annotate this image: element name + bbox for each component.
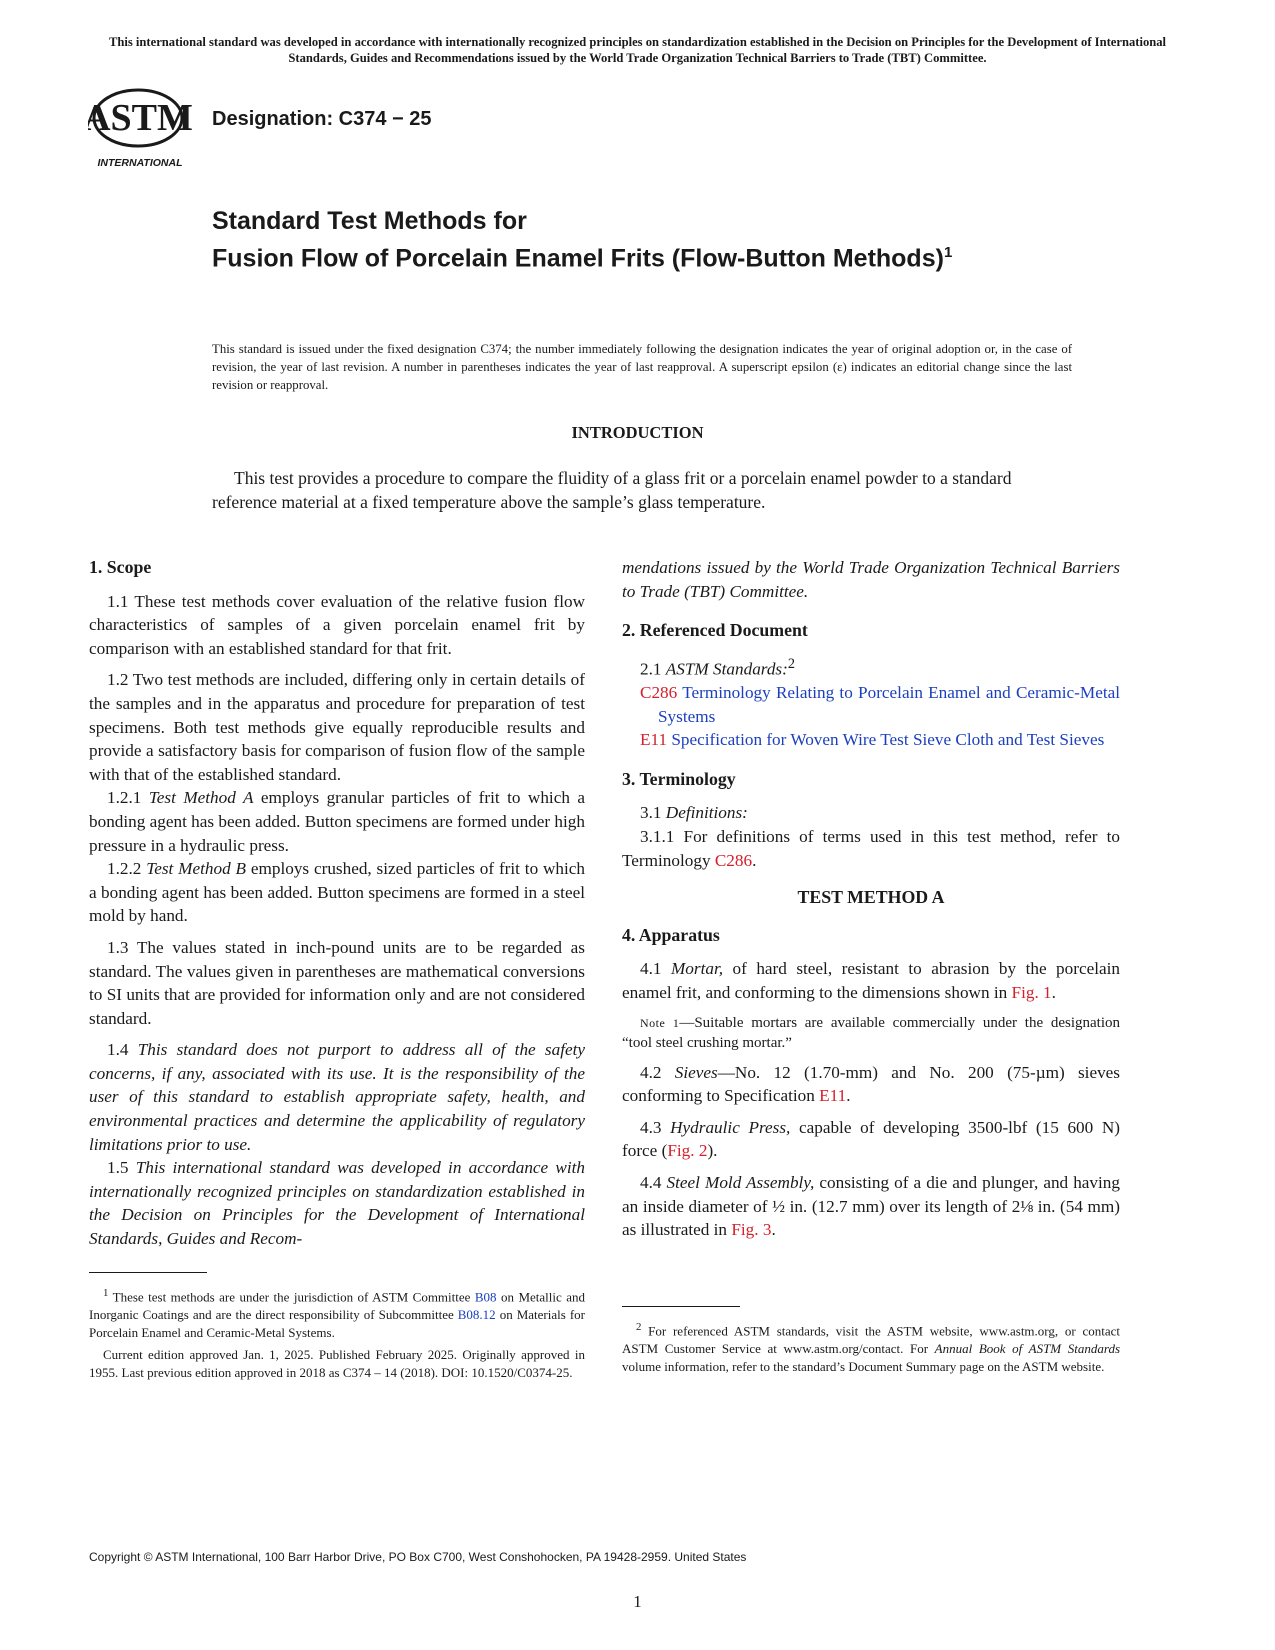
para-number: 4.3 bbox=[640, 1117, 662, 1137]
para-text: consisting of a die and plunger, and having an inside diameter of ½ in. (12.7 mm) over its length of 2⅛ in. (54 mm) as illustrated in bbox=[622, 1173, 1120, 1240]
footnote-text: on Materials for Porcelain Enamel and Ceramic-Metal Systems. bbox=[89, 1307, 585, 1341]
footnote-2-text bbox=[622, 1318, 1120, 1376]
para-emphasis: Test Method A bbox=[148, 788, 254, 808]
para-number: 2.1 bbox=[640, 659, 662, 679]
link-fig-1[interactable]: Fig. 1 bbox=[1011, 983, 1052, 1003]
para-1-2: 1.2 Two test methods are included, differing only in certain details of the samples and in the apparatus and procedure for preparation of test specimens. Both test methods give equally reproducible results and provide a satisfactory basis for comparison of fusion flow of the sample with that of the established standard. bbox=[89, 670, 585, 784]
para-4-4: 4.4 Steel Mold Assembly, consisting of a die and plunger, and having an inside diameter of ½ in. (12.7 mm) over its length of 2⅛ in. (54 mm) as illustrated in Fig. 3. bbox=[622, 1173, 1120, 1240]
issued-statement: This standard is issued under the fixed designation C374; the number immediately following the designation indicates the year of original adoption or, in the case of revision, the year of last revision. A number in parentheses indicates the year of last reapproval. A superscript epsilon (ε) indicates an editorial change since the last revision or reapproval. bbox=[212, 342, 1072, 392]
top-notice: This international standard was developed in accordance with internationally recognized principles on standardization established in the Decision on Principles for the Development of International Standards, Guides and Recommendations issued by the World Trade Organization Technical Barriers to Trade (TBT) Committee. bbox=[108, 35, 1167, 65]
footnote-rule-right bbox=[622, 1306, 740, 1307]
para-number: 1.4 bbox=[107, 1040, 129, 1060]
para-1-2-2 bbox=[89, 857, 585, 928]
footnote-text: volume information, refer to the standard’s Document Summary page on the ASTM website. bbox=[622, 1359, 1105, 1375]
para-number: 4.2 bbox=[640, 1062, 662, 1082]
astm-logo-text: ASTM bbox=[88, 97, 192, 139]
section-1-heading: 1. Scope bbox=[89, 557, 152, 577]
right-column bbox=[622, 556, 1120, 1250]
footnote-mark: 1 bbox=[103, 1287, 109, 1299]
footnote-emphasis: Annual Book of ASTM Standards bbox=[934, 1341, 1121, 1357]
para-emphasis: Test Method B bbox=[146, 859, 247, 879]
title-line-2 bbox=[212, 237, 1012, 274]
para-number: 1.2.2 bbox=[107, 859, 142, 879]
link-e11-title[interactable]: Specification for Woven Wire Test Sieve Cloth and Test Sieves bbox=[671, 730, 1105, 750]
section-2-heading: 2. Referenced Document bbox=[622, 620, 808, 641]
link-e11-inline[interactable]: E11 bbox=[819, 1086, 847, 1106]
footnote-1-edition: Current edition approved Jan. 1, 2025. Published February 2025. Originally approved in 1955. Last previous edition approved in 2018 as C374 – 14 (2018). DOI: 10.1520/C0374-25. bbox=[89, 1347, 585, 1381]
introduction-heading: INTRODUCTION bbox=[571, 423, 704, 442]
link-c286-title[interactable]: Terminology Relating to Porcelain Enamel and Ceramic-Metal Systems bbox=[658, 683, 1120, 726]
para-emphasis: This international standard was developed in accordance with internationally recognized principles on standardization established in the Decision on Principles for the Development of International Standards, Guides and Recom- bbox=[89, 1158, 585, 1249]
footnote-text: These test methods are under the jurisdiction of ASTM Committee bbox=[112, 1289, 471, 1305]
para-2-1 bbox=[622, 653, 1120, 681]
footnote-text: on Metallic and Inorganic Coatings and are the direct responsibility of Subcommittee bbox=[89, 1289, 585, 1323]
footnote-2 bbox=[622, 1318, 1120, 1380]
copyright-line: Copyright © ASTM International, 100 Barr Harbor Drive, PO Box C700, West Conshohocken, PA 19428-2959. United States bbox=[89, 1550, 747, 1564]
para-number: 4.1 bbox=[640, 959, 662, 979]
test-method-a-heading: TEST METHOD A bbox=[797, 887, 945, 908]
page-number: 1 bbox=[633, 1592, 642, 1611]
para-emphasis: Mortar, bbox=[670, 959, 724, 979]
designation: Designation: C374 − 25 bbox=[212, 108, 432, 130]
left-column bbox=[89, 556, 585, 1259]
astm-logo-subtext: INTERNATIONAL bbox=[97, 157, 183, 169]
astm-logo bbox=[88, 84, 192, 170]
para-text: employs granular particles of frit to which a bonding agent has been added. Button specimens are formed under high pressure in a hydraulic press. bbox=[89, 788, 585, 855]
para-emphasis: ASTM Standards: bbox=[665, 659, 788, 679]
section-3-heading: 3. Terminology bbox=[622, 768, 736, 789]
para-number: 3.1 bbox=[640, 803, 662, 823]
title-main: Fusion Flow of Porcelain Enamel Frits (Flow-Button Methods) bbox=[212, 244, 944, 273]
para-1-3: 1.3 The values stated in inch-pound units are to be regarded as standard. The values given in parentheses are mathematical conversions to SI units that are provided for information only and are not considered standard. bbox=[89, 937, 585, 1028]
note-1 bbox=[622, 1013, 1120, 1053]
link-c286-inline[interactable]: C286 bbox=[714, 850, 753, 870]
link-fig-3[interactable]: Fig. 3 bbox=[731, 1220, 772, 1240]
link-c286[interactable]: C286 bbox=[640, 683, 678, 703]
para-emphasis: Hydraulic Press, bbox=[670, 1117, 791, 1137]
footnote-text: For referenced ASTM standards, visit the ASTM website, www.astm.org, or contact ASTM Customer Service at www.astm.org/contact. For bbox=[622, 1323, 1120, 1357]
reference-e11 bbox=[622, 728, 1120, 752]
para-emphasis: Definitions: bbox=[665, 803, 748, 823]
para-1-5-continued bbox=[622, 556, 1120, 603]
para-text: of hard steel, resistant to abrasion by the porcelain enamel frit, and conforming to the dimensions shown in bbox=[622, 959, 1121, 1003]
para-1-1: 1.1 These test methods cover evaluation of the relative fusion flow characteristics of samples of a given porcelain enamel frit by comparison with an established standard for that frit. bbox=[89, 591, 585, 658]
para-text: 3.1.1 For definitions of terms used in this test method, refer to Terminology bbox=[622, 827, 1120, 870]
para-3-1-1: 3.1.1 For definitions of terms used in this test method, refer to Terminology C286. bbox=[622, 827, 1120, 870]
note-text: —Suitable mortars are available commercially under the designation “tool steel crushing mortar.” bbox=[622, 1014, 1120, 1051]
para-3-1 bbox=[622, 801, 1120, 825]
note-label: Note 1 bbox=[640, 1015, 680, 1030]
para-text: employs crushed, sized particles of frit to which a bonding agent has been added. Button specimens are formed in a steel mold by hand. bbox=[89, 859, 586, 926]
para-emphasis: Steel Mold Assembly, bbox=[666, 1173, 815, 1193]
para-1-5 bbox=[89, 1156, 585, 1250]
footnote-rule-left bbox=[89, 1272, 207, 1273]
para-1-4 bbox=[89, 1038, 585, 1156]
link-b08[interactable]: B08 bbox=[474, 1289, 497, 1305]
link-fig-2[interactable]: Fig. 2 bbox=[667, 1141, 708, 1161]
footnote-1-text bbox=[89, 1284, 585, 1342]
para-number: 4.4 bbox=[640, 1173, 662, 1193]
para-number: 1.5 bbox=[107, 1158, 129, 1178]
introduction-body: This test provides a procedure to compare the fluidity of a glass frit or a porcelain enamel powder to a standard reference material at a fixed temperature above the sample’s glass temperature. bbox=[212, 468, 1012, 512]
para-4-2: 4.2 Sieves—No. 12 (1.70-mm) and No. 200 (75-µm) sieves conforming to Specification E11. bbox=[622, 1062, 1120, 1106]
footnote-ref: 2 bbox=[787, 655, 796, 672]
footnote-mark: 2 bbox=[636, 1321, 642, 1333]
para-4-3: 4.3 Hydraulic Press, capable of developing 3500-lbf (15 600 N) force (Fig. 2). bbox=[622, 1117, 1121, 1161]
para-text: capable of developing 3500-lbf (15 600 N) force ( bbox=[622, 1117, 1121, 1161]
para-emphasis: Sieves bbox=[674, 1062, 718, 1082]
para-4-1: 4.1 Mortar, of hard steel, resistant to abrasion by the porcelain enamel frit, and conforming to the dimensions shown in Fig. 1. bbox=[622, 959, 1121, 1003]
para-emphasis: This standard does not purport to address all of the safety concerns, if any, associated with its use. It is the responsibility of the user of this standard to establish appropriate safety, health, and environmental practices and determine the applicability of regulatory limitations prior to use. bbox=[89, 1040, 586, 1154]
para-text: —No. 12 (1.70-mm) and No. 200 (75-µm) sieves conforming to Specification bbox=[622, 1062, 1120, 1106]
reference-c286 bbox=[622, 681, 1120, 728]
section-4-heading: 4. Apparatus bbox=[622, 924, 720, 945]
title-footnote-mark: 1 bbox=[943, 244, 953, 261]
document-title bbox=[212, 205, 1012, 274]
para-number: 1.2.1 bbox=[107, 788, 142, 808]
link-b08-12[interactable]: B08.12 bbox=[457, 1307, 496, 1323]
para-1-2-1 bbox=[89, 786, 585, 857]
link-e11[interactable]: E11 bbox=[640, 730, 668, 750]
title-line-1: Standard Test Methods for bbox=[212, 207, 527, 235]
footnote-1 bbox=[89, 1284, 585, 1386]
para-emphasis: mendations issued by the World Trade Organization Technical Barriers to Trade (TBT) Committee. bbox=[622, 558, 1120, 601]
